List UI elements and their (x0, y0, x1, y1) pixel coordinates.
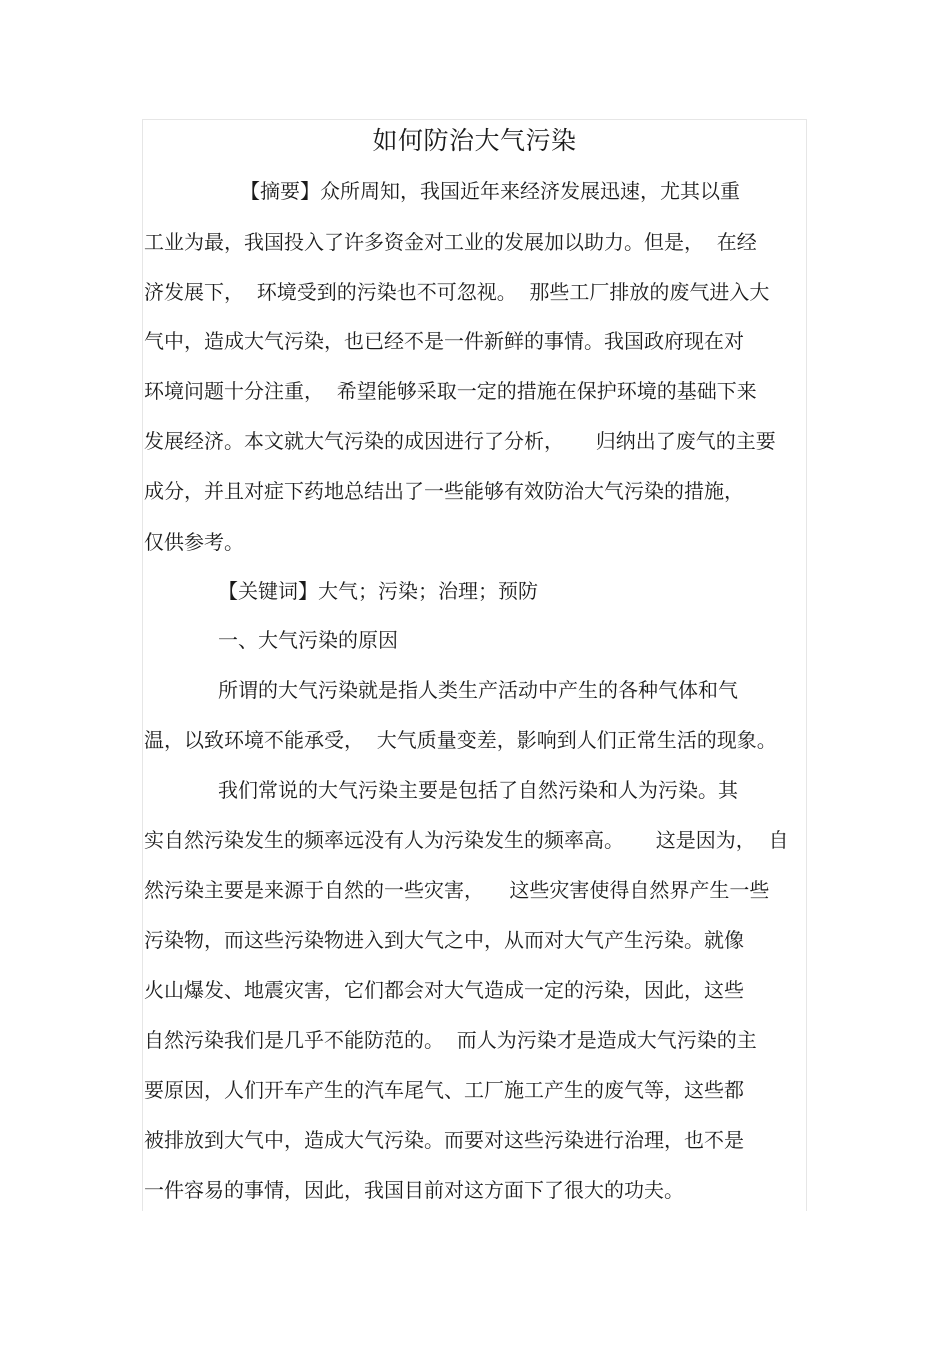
abstract-line-5: 环境问题十分注重， 希望能够采取一定的措施在保护环境的基础下来 (144, 379, 757, 403)
body-line-10: 被排放到大气中，造成大气污染。而要对这些污染进行治理，也不是 (144, 1128, 744, 1152)
abstract-line-7: 成分，并且对症下药地总结出了一些能够有效防治大气污染的措施， (144, 479, 744, 503)
body-line-11: 一件容易的事情，因此，我国目前对这方面下了很大的功夫。 (144, 1178, 684, 1202)
abstract-line-2: 工业为最，我国投入了许多资金对工业的发展加以助力。但是， 在经 (144, 230, 757, 254)
body-line-3: 我们常说的大气污染主要是包括了自然污染和人为污染。其 (218, 778, 738, 802)
body-line-7: 火山爆发、地震灾害，它们都会对大气造成一定的污染，因此，这些 (144, 978, 744, 1002)
abstract-line-6: 发展经济。本文就大气污染的成因进行了分析， 归纳出了废气的主要 (144, 429, 776, 453)
body-line-8: 自然污染我们是几乎不能防范的。 而人为污染才是造成大气污染的主 (144, 1028, 757, 1052)
keywords-line: 【关键词】大气；污染；治理；预防 (218, 579, 538, 603)
body-line-5: 然污染主要是来源于自然的一些灾害， 这些灾害使得自然界产生一些 (144, 878, 770, 902)
abstract-line-1: 【摘要】众所周知，我国近年来经济发展迅速，尤其以重 (240, 179, 740, 203)
document-title: 如何防治大气污染 (372, 126, 577, 155)
body-line-9: 要原因，人们开车产生的汽车尾气、工厂施工产生的废气等，这些都 (144, 1078, 744, 1102)
section-heading: 一、大气污染的原因 (218, 628, 398, 652)
body-line-4: 实自然污染发生的频率远没有人为污染发生的频率高。 这是因为， 自 (144, 828, 789, 852)
abstract-line-4: 气中，造成大气污染，也已经不是一件新鲜的事情。我国政府现在对 (144, 329, 744, 353)
body-line-2: 温，以致环境不能承受， 大气质量变差，影响到人们正常生活的现象。 (144, 728, 777, 752)
body-line-1: 所谓的大气污染就是指人类生产活动中产生的各种气体和气 (218, 678, 738, 702)
abstract-line-3: 济发展下， 环境受到的污染也不可忽视。 那些工厂排放的废气进入大 (144, 280, 770, 304)
body-line-6: 污染物，而这些污染物进入到大气之中，从而对大气产生污染。就像 (144, 928, 744, 952)
abstract-line-8: 仅供参考。 (144, 530, 244, 554)
